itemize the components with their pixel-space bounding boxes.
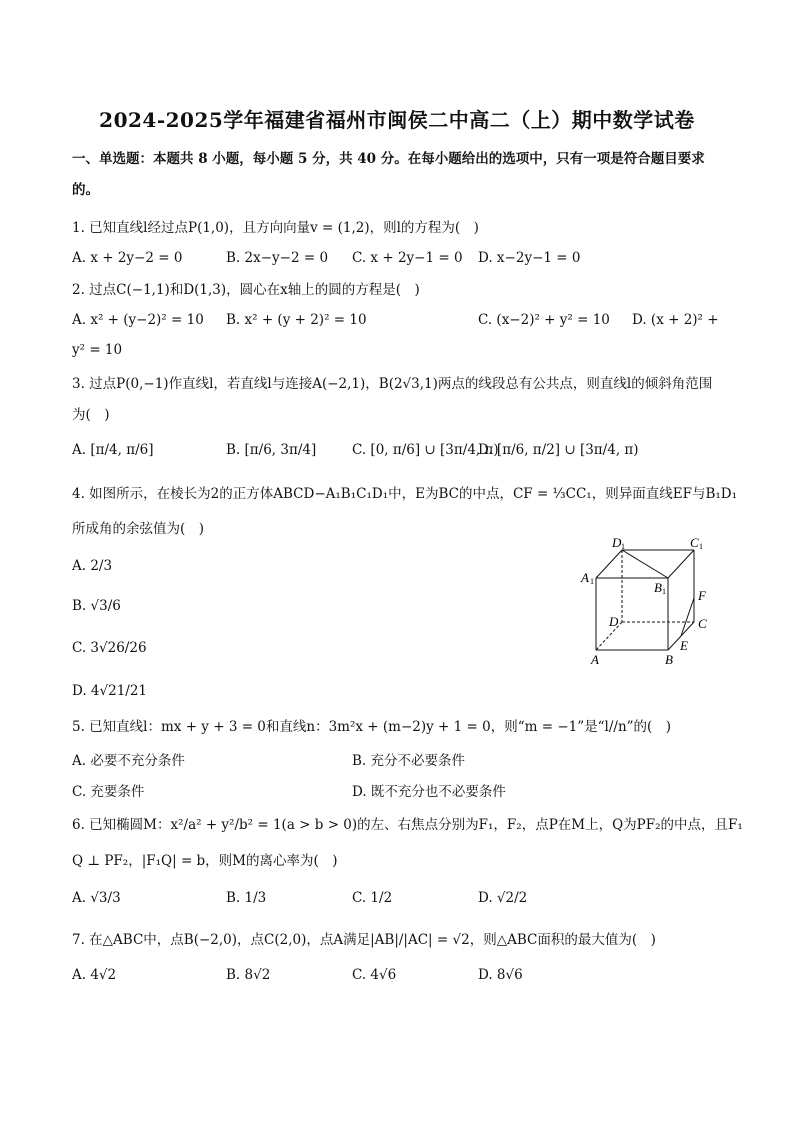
q7-option-a: A. 4√2 <box>72 967 117 983</box>
q3-option-c: C. [0, π/6] ∪ [3π/4, π) <box>352 442 499 458</box>
q1-option-d: D. x−2y−1 = 0 <box>478 250 581 266</box>
question-1-stem: 1. 已知直线l经过点P(1,0)，且方向向量v = (1,2)，则l的方程为( ) <box>72 220 479 236</box>
label-f: F <box>698 588 706 603</box>
q3-option-a: A. [π/4, π/6] <box>72 442 154 458</box>
q1-option-b: B. 2x−y−2 = 0 <box>226 250 329 266</box>
question-3-stem-line2: 为( ) <box>72 407 110 423</box>
question-2-stem: 2. 过点C(−1,1)和D(1,3)，圆心在x轴上的圆的方程是( ) <box>72 282 420 298</box>
page-title: 2024-2025学年福建省福州市闽侯二中高二（上）期中数学试卷 <box>99 108 695 132</box>
q4-option-b: B. √3/6 <box>72 598 121 614</box>
q3-option-b: B. [π/6, 3π/4] <box>226 442 317 458</box>
q4-option-a: A. 2/3 <box>72 558 113 574</box>
question-4-stem-line1: 4. 如图所示，在棱长为2的正方体ABCD−A₁B₁C₁D₁中，E为BC的中点，CF = ⅓CC₁，则异面直线EF与B₁D₁ <box>72 486 738 502</box>
q2-option-b: B. x² + (y + 2)² = 10 <box>226 312 367 328</box>
section-heading-line2: 的。 <box>72 182 99 198</box>
label-b1-sub: 1 <box>662 587 666 596</box>
question-5-stem: 5. 已知直线l：mx + y + 3 = 0和直线n：3m²x + (m−2)y + 1 = 0，则“m = −1”是“l//n”的( ) <box>72 719 672 735</box>
q6-option-b: B. 1/3 <box>226 890 267 906</box>
q6-option-a: A. √3/3 <box>72 890 121 906</box>
label-c: C <box>698 616 707 631</box>
q2-option-a: A. x² + (y−2)² = 10 <box>72 312 204 328</box>
label-b1: B <box>654 580 662 595</box>
q7-option-d: D. 8√6 <box>478 967 523 983</box>
label-d1: D <box>612 535 622 550</box>
cube-figure <box>570 530 720 672</box>
q7-option-b: B. 8√2 <box>226 967 271 983</box>
question-4-stem-line2: 所成角的余弦值为( ) <box>72 521 205 537</box>
label-e: E <box>680 638 688 653</box>
label-a1: A <box>581 570 589 585</box>
q2-option-d-cont: y² = 10 <box>72 342 123 358</box>
label-a1-sub: 1 <box>590 577 594 586</box>
q7-option-c: C. 4√6 <box>352 967 397 983</box>
q4-option-c: C. 3√26/26 <box>72 640 147 656</box>
q1-option-c: C. x + 2y−1 = 0 <box>352 250 463 266</box>
label-c1-sub: 1 <box>699 542 703 551</box>
q6-option-d: D. √2/2 <box>478 890 528 906</box>
q3-option-d: D. [π/6, π/2] ∪ [3π/4, π) <box>478 442 639 458</box>
q4-option-d: D. 4√21/21 <box>72 683 148 699</box>
question-7-stem: 7. 在△ABC中，点B(−2,0)，点C(2,0)，点A满足|AB|/|AC| = √2，则△ABC面积的最大值为( ) <box>72 932 656 948</box>
edge-a1-d1 <box>596 550 622 578</box>
question-3-stem-line1: 3. 过点P(0,−1)作直线l，若直线l与连接A(−2,1)，B(2√3,1)两点的线段总有公共点，则直线l的倾斜角范围 <box>72 376 713 392</box>
section-heading-line1: 一、单选题：本题共 8 小题，每小题 5 分，共 40 分。在每小题给出的选项中，只有一项是符合题目要求 <box>72 151 705 167</box>
q5-option-d: D. 既不充分也不必要条件 <box>352 784 506 800</box>
q5-option-a: A. 必要不充分条件 <box>72 753 185 769</box>
q2-option-d: D. (x + 2)² + <box>632 312 719 328</box>
label-b: B <box>665 652 673 667</box>
label-d: D <box>609 614 619 629</box>
label-c1: C <box>690 535 699 550</box>
label-a: A <box>591 652 599 667</box>
question-6-stem-line1: 6. 已知椭圆M：x²/a² + y²/b² = 1(a > b > 0)的左、右焦点分别为F₁，F₂，点P在M上，Q为PF₂的中点，且F₁ <box>72 817 743 833</box>
segment-d1-b1 <box>622 550 668 578</box>
q5-option-b: B. 充分不必要条件 <box>352 753 466 769</box>
question-6-stem-line2: Q ⊥ PF₂，|F₁Q| = b，则M的离心率为( ) <box>72 853 338 869</box>
q1-option-a: A. x + 2y−2 = 0 <box>72 250 183 266</box>
q5-option-c: C. 充要条件 <box>72 784 145 800</box>
segment-e-f <box>681 598 694 636</box>
label-d1-sub: 1 <box>621 542 625 551</box>
edge-c1-b1 <box>668 550 694 578</box>
q2-option-c: C. (x−2)² + y² = 10 <box>478 312 610 328</box>
q6-option-c: C. 1/2 <box>352 890 393 906</box>
